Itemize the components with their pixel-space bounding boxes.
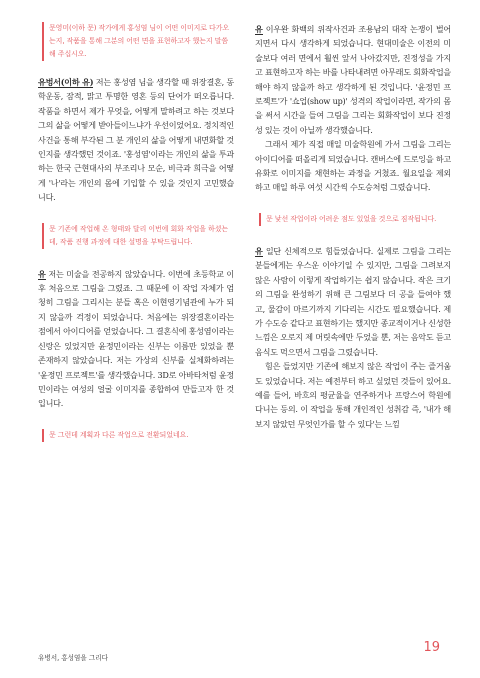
answer-text: 이우완 화백의 위작사건과 조용남의 대작 논쟁이 벌어지면서 다시 생각하게 되었습니다. 현대미술은 이전의 미술보다 여러 면에서 훨씬 앞서 나아갔지만, 진정성을 가지고 표현하고자 하는 바를 나타내려면 아무래도 회화작업을 해야 하지 않을까 하고 생각하게 된 것입니다. '윤정민 프로젝트'가 '쇼업(show up)' 성격의 작업이라면, 작가의 몸을 써서 시간을 들여 그림을 그리는 회화작업이 보다 진정성 있는 것이 아닐까 생각했습니다. (255, 24, 451, 135)
speaker-label: 유벙서(이하 유) (38, 77, 94, 87)
right-column (255, 22, 451, 431)
answer-text: 저는 미술을 전공하지 않았습니다. 이번에 초등학교 이후 처음으로 그림을 그렸죠. 그 때문에 이 작업 자체가 엄청히 그림을 그리시는 분들 혹은 이현영기념관에 누가 되지 않을까 걱정이 되었습니다. 처음에는 위장결혼이라는 점에서 아이디어를 얻었습니다. 그 결혼식에 홍성염이라는 신랑은 있었지만 윤정민이라는 신부는 이름만 있었을 뿐 존재하지 않았습니다. 저는 가상의 신부를 실체화하려는 '윤정민 프로젝트'를 생각했습니다. 3D로 아바타처럼 윤정민이라는 여성의 얼굴 이미지를 종합하여 만들고자 한 것입니다. (38, 268, 234, 409)
interview-question: 문 기존에 작업해 온 형태와 달리 이번에 회화 작업을 하셨는데, 작품 진행 과정에 대한 설명을 부탁드립니다. (42, 223, 234, 249)
interview-answer (38, 267, 234, 411)
interview-answer (38, 75, 234, 205)
running-title: 유병서, 홍성염을 그리다 (38, 654, 108, 662)
left-column (38, 22, 234, 442)
interview-question: 문 그런데 계획과 다른 작업으로 전환되었네요. (42, 429, 234, 442)
interview-answer (255, 244, 451, 359)
page-number: 19 (423, 640, 440, 655)
interview-question: 문 낯선 작업이라 어려운 점도 있었을 것으로 짐작됩니다. (259, 213, 451, 226)
interview-answer (255, 22, 451, 137)
speaker-label: 유 (38, 268, 46, 279)
interview-question: 문영미(이하 문) 작가에게 홍성염 님이 어떤 이미지로 다가오는지, 작품을 통해 그분의 어떤 면을 표현하고자 했는지 말씀해 주십시오. (42, 22, 234, 61)
answer-text: 저는 홍성염 님을 생각할 때 위장결혼, 동학운동, 잠적, 맑고 투명한 영혼 등의 단어가 떠오릅니다. 작품을 하면서 제가 무엇을, 어떻게 말하려고 하는 것보다 그의 삶을 어떻게 받아들이느냐가 우선이었어요. 정치적인 사건을 통해 부각된 그 분 개인의 삶을 어떻게 내면화할 것인지를 생각했던 것이죠. '홍성염'이라는 개인의 삶을 투과하는 한국 근현대사의 부조리나 모순, 비극과 희극을 어떻게 '나'라는 개인의 몸에 기입할 수 있을 것인지 고민했습니다. (38, 77, 235, 203)
answer-text: 일단 신체적으로 힘들었습니다. 실제로 그림을 그리는 분들에게는 우스운 이야기일 수 있지만, 그림을 그려보지 않은 사람이 이렇게 작업하기는 쉽지 않습니다. 작은 크기의 그림을 완성하기 위해 큰 그림보다 더 공을 들여야 했고, 물감이 마르기까지 기다리는 시간도 필요했습니다. 제가 수도승 같다고 표현하기는 했지만 종교적이거나 신성한 느낌은 오로지 제 머릿속에만 두었을 뿐, 저는 음악도 듣고 음식도 먹으면서 그림을 그렸습니다. (255, 245, 451, 357)
speaker-label: 유 (255, 24, 263, 34)
speaker-label: 유 (255, 245, 263, 256)
answer-paragraph: 힘은 들었지만 기존에 해보지 않은 작업이 주는 즐거움도 있었습니다. 저는 예전부터 하고 싶었던 것들이 있어요. 예를 들어, 바흐의 평균율을 연주하거나 프랑스어 학원에 다니는 등의. 이 작업을 통해 개인적인 성취감 즉, '내가 해보지 않았던 무엇인가를 할 수 있다'는 느낌 (255, 361, 451, 429)
answer-paragraph: 그래서 제가 직접 매일 미술학원에 가서 그림을 그리는 아이디어를 떠올리게 되었습니다. 캔버스에 드로잉을 하고 유화로 이미지를 채현하는 과정을 거쳤죠. 월요일을 제외하고 매일 하루 여섯 시간씩 수도승처럼 그렸습니다. (255, 139, 451, 193)
